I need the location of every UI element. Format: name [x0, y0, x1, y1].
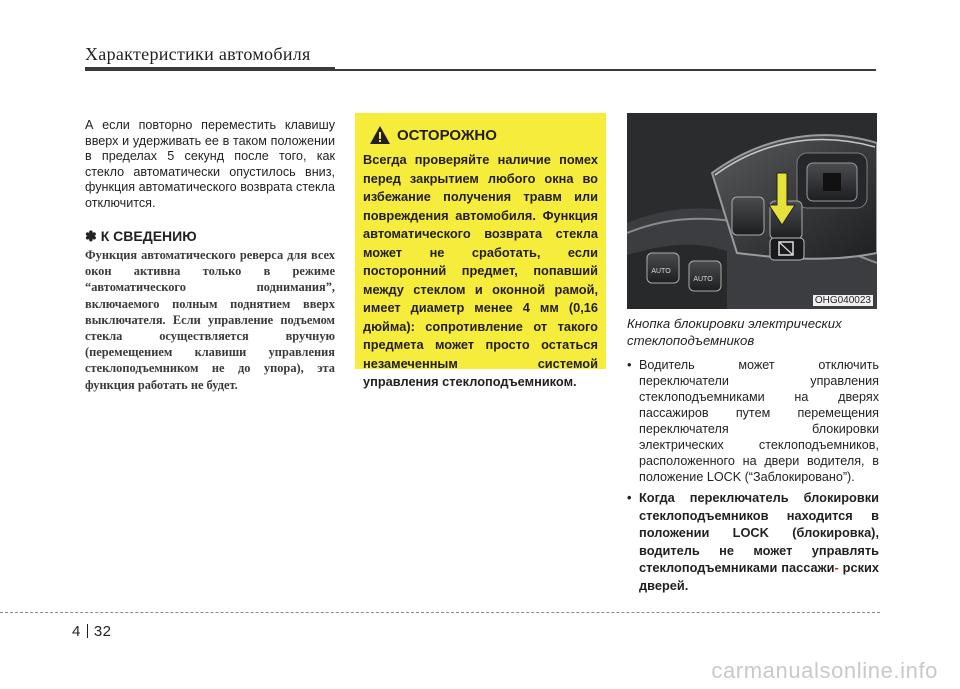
- bullet2-main: Когда переключатель блокировки стеклоподъемников находится в положении LOCK (блокировка), водитель не может управлять стеклоподъемниками пассажи: [639, 490, 879, 575]
- footer-rule: [0, 612, 880, 613]
- bullet-symbol: •: [627, 357, 632, 372]
- auto-reverse-disable-paragraph: А если повторно переместить клавишу вверх и удерживать ее в таком положении в пределах 5 секунд после того, как стекло автоматически опустилось вниз, функция автоматического возврата стекла отключится.: [85, 118, 335, 210]
- page-separator: [87, 624, 88, 638]
- auto-label-right: AUTO: [693, 276, 713, 283]
- header-rule-thick: [85, 67, 335, 71]
- window-switch-photo: [627, 113, 877, 309]
- note-heading: [85, 227, 335, 245]
- chapter-number: 4: [72, 623, 81, 640]
- header-rule-thin: [335, 69, 876, 71]
- hyphen-mark: -: [834, 560, 839, 575]
- bullet-item: [627, 357, 879, 485]
- auto-label-left: AUTO: [651, 268, 671, 275]
- door-panel-illustration: [627, 113, 877, 309]
- section-title: Характеристики автомобиля: [85, 44, 311, 64]
- bullet-text-lock-switch: Водитель может отключить переключатели управления стеклоподъемниками на дверях пассажиров путем перемещения переключателя блокировки электрических стеклоподъемников, расположенного на двери водителя, в положение LOCK (“Заблокировано”).: [639, 358, 879, 484]
- bullet-text-lock-position: [639, 489, 879, 594]
- page-number-value: 32: [93, 623, 112, 640]
- note-body: Функция автоматического реверса для всех окон активна только в режиме “автоматического поднимания”, включаемого полным поднятием вверх выключателя. Если управление подъемом стекла осуществляется вручную (перемещением клавиши управления стеклоподъемником не до упора), эта функция работать не будет.: [85, 248, 335, 392]
- photo-code: OHG040023: [814, 295, 871, 306]
- bullet2-tail: рских дверей.: [639, 560, 879, 593]
- warning-header: [363, 123, 598, 147]
- warning-body: Всегда проверяйте наличие помех перед закрытием любого окна во избежание получения травм или повреждения автомобиля. Функция автоматического возврата стекла может не сработать, если посторонний предмет, попавший между стеклом и оконной рамой, имеет диаметр менее 4 мм (0,16 дюйма): сопротивление от такого предмета может просто остаться незамеченным системой управления стеклоподъемником.: [363, 152, 598, 389]
- warning-box: [355, 113, 606, 389]
- warning-title: ОСТОРОЖНО: [397, 126, 497, 144]
- watermark: carmanualsonline.info: [711, 658, 938, 683]
- page-number: [72, 623, 112, 640]
- warning-triangle-icon: [369, 125, 391, 145]
- left-column: [85, 118, 335, 393]
- bullet-item: [627, 489, 879, 594]
- right-column: [627, 316, 879, 598]
- bullet-symbol: •: [627, 490, 632, 505]
- mirror-control-cluster: [797, 153, 867, 208]
- note-heading-text: К СВЕДЕНИЮ: [100, 228, 197, 244]
- note-star-icon: ✽: [85, 228, 97, 244]
- lock-button-area: [770, 238, 804, 260]
- photo-caption: Кнопка блокировки электрических стеклоподъемников: [627, 316, 842, 348]
